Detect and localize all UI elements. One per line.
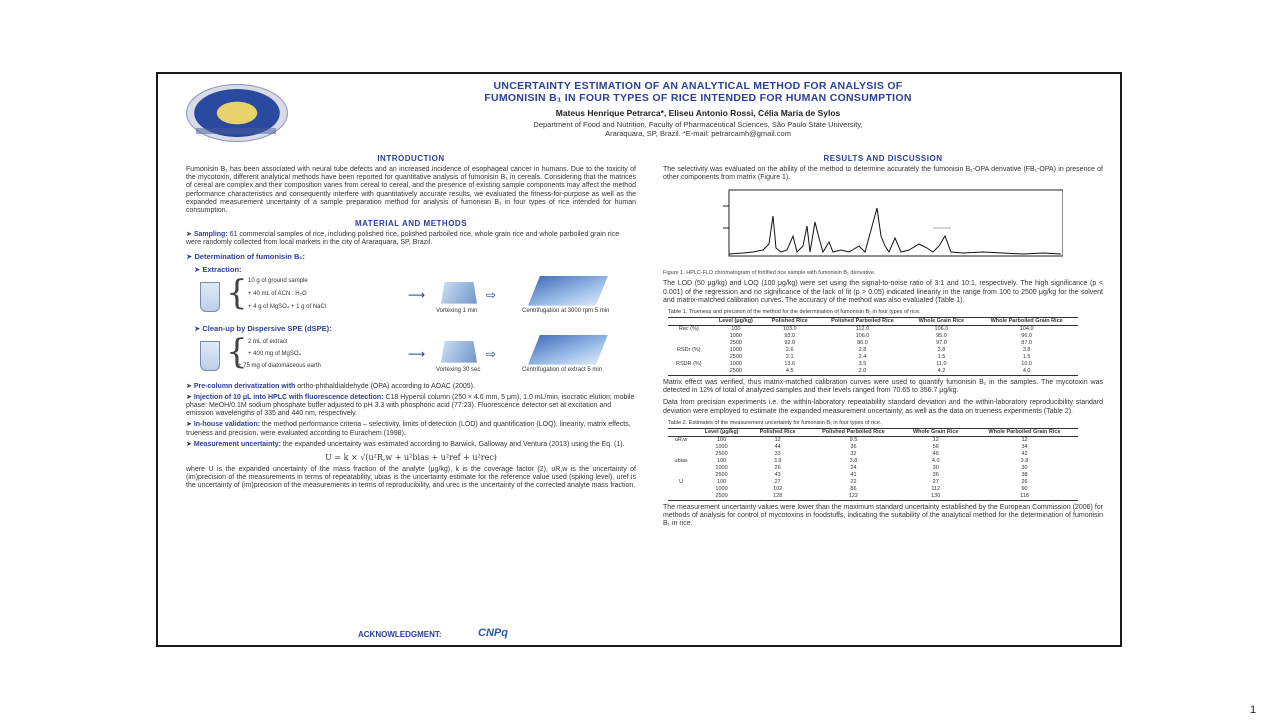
table1-cell: 2.1 (785, 354, 794, 361)
extraction-result-2: Centrifugation at 3000 rpm 5 min (522, 307, 610, 314)
chromatogram-plot (683, 186, 1063, 268)
uncertainty-formula: U = k × √(u²R,w + u²bias + u²ref + u²rec) (325, 453, 497, 463)
table2-header-cell: Whole Parboiled Grain Rice (988, 428, 1061, 435)
table2-cell: 36 (932, 471, 939, 478)
table1-row (668, 361, 1078, 368)
table1-cell: 2500 (729, 368, 742, 375)
affiliation-line-1: Department of Food and Nutrition, Faculty of Pharmaceutical Sciences, São Paulo State University, (533, 120, 863, 129)
table2-cell (668, 486, 694, 493)
table2-cell: 42 (1021, 450, 1028, 457)
poster-title (298, 80, 1098, 104)
centrifuge-icon (528, 335, 608, 365)
table1-cell: Rec (%) (678, 326, 699, 333)
table1-cell: 3.8 (1022, 347, 1031, 354)
table1-cell: RSDr (%) (677, 347, 701, 354)
table2-cell: 100 (716, 478, 727, 485)
table2-cell: 128 (773, 492, 783, 499)
table2-cell: 100 (716, 457, 727, 464)
table2-cell: 22 (850, 478, 857, 485)
table1-cell: 2.8 (858, 347, 867, 354)
table1-cell: 93.0 (784, 333, 796, 340)
table2-cell (668, 451, 694, 458)
poster-header (158, 74, 1120, 152)
lod-text: The LOD (50 μg/kg) and LOQ (100 μg/kg) were set using the signal-to-noise ratio of 3:1 and 10:1, respectively. The high significance (p < 0.001) of the regression and no significance of the lack of fit (p > 0.05) indicated linearity in the range from 100 to 2500 μg/kg for the solvent and matrix-matched calibration curves. The accuracy of the method was also evaluated (Table 1). (663, 280, 1103, 304)
table2-caption: Table 2. Estimates of the measurement uncertainty for fumonisin B₁ in four types of rice. (668, 419, 882, 426)
table1-cell: 11.0 (936, 361, 947, 368)
table1-cell (668, 340, 710, 347)
where-text: where U is the expanded uncertainty of the mass fraction of the analyte (μg/kg), k is the coverage factor (2), uR,w is the uncertainty of (im)precision of the measurements in terms of repeatability, ubias is the uncertainty estimate for the reference value used (spiking level), uref is the uncertainty of (im)precision of the measurements in terms of reproducibility, and urec is the uncertainty of the corrected analyte mass fraction. (186, 466, 636, 490)
methods-heading: MATERIAL AND METHODS (354, 219, 468, 229)
cleanup-step-2: + 400 mg of MgSO₄ (248, 350, 301, 357)
extraction-result-1: Vortexing 1 min (436, 307, 478, 314)
table2-cell (668, 472, 694, 479)
table1-cell: 3.5 (858, 361, 867, 368)
table1-cell: 1.5 (937, 354, 946, 361)
table2-cell: 3.8 (1020, 457, 1029, 464)
seal-caption (196, 128, 276, 134)
table1-cell: 92.0 (784, 340, 796, 347)
table2-cell: 33 (774, 450, 781, 457)
table2-row (668, 458, 1078, 465)
table2-cell: 34 (1021, 443, 1028, 450)
cleanup-step-3: + 75 mg of diatomaceous earth (238, 362, 321, 369)
table2-cell (668, 465, 694, 472)
table2-cell: 3.8 (849, 457, 858, 464)
table1-cell: 2.4 (858, 354, 867, 361)
table1-row (668, 333, 1078, 340)
cleanup-label: Clean-up by Dispersive SPE (dSPE): (202, 323, 332, 333)
affiliation-line-2: Araraquara, SP, Brazil. *E-mail: petrarcamh@gmail.com (605, 129, 791, 138)
title-line-1: UNCERTAINTY ESTIMATION OF AN ANALYTICAL METHOD FOR ANALYSIS OF (493, 80, 903, 92)
table2-cell: 27 (932, 478, 939, 485)
title-line-2: FUMONISIN B₁ IN FOUR TYPES OF RICE INTENDED FOR HUMAN CONSUMPTION (484, 92, 912, 104)
uncertainty-item: ➤ Measurement uncertainty: the expanded uncertainty was estimated according to Barwick, Galloway and Ventura (2013) using the Eq. (1). (186, 440, 625, 448)
determination-label: Determination of fumonisin B₁: (194, 251, 305, 261)
table2-cell: ubias (674, 457, 688, 464)
table1-cell: 4.0 (1022, 368, 1031, 375)
table1-cell: 86.0 (857, 340, 868, 347)
table2-cell: 56 (932, 443, 939, 450)
authors: Mateus Henrique Petrarca*, Eliseu Antonio Rossi, Célia Maria de Sylos (555, 108, 841, 118)
table2-cell: 100 (716, 436, 727, 443)
table1-cell: 4.5 (785, 368, 794, 375)
table1-cell: 112.0 (855, 326, 870, 333)
table2-cell: 27 (774, 478, 781, 485)
table2-cell (668, 444, 694, 451)
table2-cell: 12 (774, 436, 781, 443)
table2-cell: 86 (850, 485, 857, 492)
table2-cell: 1000 (715, 443, 728, 450)
table1-header-cell: Level (μg/kg) (718, 318, 753, 325)
table2-cell: 90 (1021, 485, 1028, 492)
table1-cell: 87.0 (1021, 340, 1032, 347)
table1-cell (668, 368, 710, 376)
chromatogram-figure (683, 186, 1063, 268)
table1-cell: 104.0 (1019, 326, 1034, 333)
inhouse-text: the method performance criteria – selectivity, limits of detection (LOD) and quantification (LOQ), linearity, matrix effects, trueness and precision, were evaluated according to Eurachem (1998). (186, 421, 631, 437)
table1-header-cell: Whole Parboiled Grain Rice (990, 318, 1063, 325)
sample-tube-icon (200, 282, 220, 312)
table2-row (668, 486, 1078, 493)
matrix-text: Matrix effect was verified, thus matrix-matched calibration curves were used to quantify fumonisin B₁ in the samples. The mycotoxin was detected in 12% of total of analyzed samples and their levels ranged from 70.65 to 356.7 μg/kg. (663, 379, 1103, 395)
arrow-icon: ⟶ (408, 346, 426, 361)
table2-cell: 9.5 (849, 436, 858, 443)
trueness-table (668, 317, 1078, 376)
left-column (186, 154, 636, 495)
table2-cell: 30 (1021, 464, 1028, 471)
table2-cell: 2500 (715, 450, 728, 457)
arrow-icon: ⇨ (486, 346, 497, 361)
table1-cell: 2500 (729, 340, 742, 347)
determination-heading: ➤ Determination of fumonisin B₁: (186, 251, 305, 261)
extraction-label: Extraction: (202, 264, 242, 274)
table2-header-cell (668, 428, 694, 436)
table2-cell: 43 (774, 471, 781, 478)
table2-cell: 130 (931, 492, 941, 499)
centrifuge-icon (528, 276, 608, 306)
uncertainty-label: Measurement uncertainty: (193, 440, 281, 448)
acknowledgment-heading: ACKNOWLEDGMENT: (358, 630, 442, 639)
table1-cell: 2500 (729, 354, 742, 361)
cleanup-result-1: Vortexing 30 sec (436, 366, 481, 373)
brace-icon: { (226, 272, 248, 313)
conclusion-text: The measurement uncertainty values were lower than the maximum standard uncertainty established by the European Commission (2006) for methods of analysis for control of mycotoxins in foodstuffs, indicating the suitability of the analytical method for the determination of fumonisin B₁ in rice. (663, 503, 1103, 528)
table1-caption: Table 1. Trueness and precision of the method for the determination of fumonisin B₁ in four types of rice. (668, 309, 921, 316)
precolumn-label: Pre-column derivatization with (193, 382, 296, 390)
selectivity-text: The selectivity was evaluated on the ability of the method to determine accurately the fumonisin B₁-OPA derivative (FB₁-OPA) in presence of other components from matrix (Figure 1). (663, 166, 1103, 182)
cleanup-heading: ➤ Clean-up by Dispersive SPE (dSPE): (194, 323, 332, 333)
extract-tube-icon (200, 341, 220, 371)
brace-icon: { (226, 331, 248, 372)
introduction-text: Fumonisin B₁ has been associated with neural tube defects and an increased incidence of esophageal cancer in humans. Due to the toxicity of the mycotoxin, different analytical methods have been reported for quantitative analysis of fumonisin B₁ in cereals. Considering that the matrices of cereal are complex and their composition varies from cereal to cereal, and the presence of existing sample components may affect the method performance characteristics and consequently interfere with quantitatively accurate results, we evaluated the fitness-for-purpose as well as the expanded measurement uncertainty of a sample preparation method for analysis of fumonisin B₁ in four types of rice intended for human consumption. (186, 166, 636, 215)
table1-cell: 1000 (729, 347, 742, 354)
injection-text: C18 Hypersil column (250 × 4.6 mm, 5 μm), 1.0 mL/min, isocratic elution; mobile phase: MeOH/0.1M sodium phosphate buffer adjusted to pH 3.3 with phosphoric acid (77:23). Fluorescence detector set at excitation and emission wavelengths of 335 and 440 nm, respectively. (186, 393, 635, 418)
extraction-step-1: 10 g of ground sample (248, 277, 308, 284)
table2-cell: 12 (1021, 436, 1028, 443)
introduction-heading: INTRODUCTION (377, 154, 445, 163)
table1-cell: 1000 (729, 333, 742, 340)
table1-cell: 1000 (729, 361, 742, 368)
table1-cell: 13.6 (784, 361, 796, 368)
page-number: 1 (1250, 704, 1257, 716)
poster (156, 72, 1122, 647)
vortex-icon (441, 341, 477, 363)
arrow-icon: ⟶ (408, 287, 426, 302)
extraction-step-3: + 4 g of MgSO₄ + 1 g of NaCl (248, 303, 327, 310)
table2-cell: 26 (1021, 478, 1028, 485)
sampling-text: 61 commercial samples of rice, including polished rice, polished parboiled rice, whole grain rice and whole parboiled grain rice were randomly collected from local markets in the city of Araraquara, SP, Brazil. (186, 231, 620, 247)
table2-cell: 46 (932, 450, 939, 457)
precolumn-item: ➤ Pre-column derivatization with ortho-phthaldialdehyde (OPA) according to AOAC (2005). (186, 382, 475, 390)
table2-cell: 30 (932, 464, 939, 471)
table2-row (668, 493, 1078, 501)
table2-cell: U (679, 478, 684, 485)
table2-header-cell: Whole Grain Rice (912, 428, 959, 435)
table2-cell: 1000 (715, 464, 728, 471)
cleanup-result-2: Centrifugation of extract 5 min (522, 366, 603, 373)
cleanup-step-1: 2 mL of extract (248, 338, 288, 345)
results-heading: RESULTS AND DISCUSSION (823, 154, 943, 163)
table1-cell: 2.0 (858, 368, 867, 375)
sampling-item: ➤ Sampling: 61 commercial samples of rice, including polished rice, polished parboiled rice, whole grain rice and whole parboiled grain rice were randomly collected from local markets in the city of Araraquara, SP, Brazil. (186, 231, 620, 247)
table2-cell: 36 (850, 443, 857, 450)
table2-cell: 122 (848, 492, 859, 499)
table2-header-cell: Level (μg/kg) (704, 428, 739, 435)
table1-header-cell: Whole Grain Rice (918, 318, 965, 325)
table1-header-cell: Polished Parboiled Rice (831, 318, 894, 325)
table1-cell: 97.0 (936, 340, 947, 347)
table2-row (668, 479, 1078, 486)
cleanup-diagram (186, 331, 636, 379)
table1-cell: 4.2 (937, 368, 946, 375)
uncertainty-text: the expanded uncertainty was estimated according to Barwick, Galloway and Ventura (2013) using the Eq. (1). (280, 440, 625, 448)
table2-row (668, 451, 1078, 458)
table1-row (668, 347, 1078, 354)
table2-row (668, 436, 1078, 444)
cnpq-logo: CNPq (478, 627, 508, 639)
table2-cell: 41 (850, 471, 857, 478)
table2-cell: uR,w (674, 436, 688, 443)
inhouse-item: ➤ In-house validation: the method performance criteria – selectivity, limits of detection (LOD) and quantification (LOQ), linearity, matrix effects, trueness and precision, were evaluated according to Eurachem (1998). (186, 421, 631, 437)
table1-cell: 95.0 (936, 333, 947, 340)
table2-header-cell: Polished Parboiled Rice (822, 428, 885, 435)
uncertainty-table (668, 428, 1078, 501)
table1-cell: 1.5 (1022, 354, 1031, 361)
table1-cell: 3.8 (937, 347, 946, 354)
table2-cell: 3.9 (773, 457, 782, 464)
table2-cell: 12 (932, 436, 939, 443)
table2-cell: 2500 (715, 492, 728, 499)
table2-cell: 112 (931, 485, 941, 492)
right-column (663, 154, 1103, 532)
table2-cell: 118 (1020, 492, 1029, 499)
table2-cell (668, 493, 694, 501)
table1-cell (668, 354, 710, 361)
table1-cell: RSDR (%) (675, 361, 702, 368)
figure-caption: Figure 1. HPLC-FLD chromatogram of fortified rice sample with fumonisin B₁ derivative. (663, 270, 876, 277)
table2-cell: 38 (1021, 471, 1028, 478)
table2-cell: 102 (773, 485, 783, 492)
table1-cell (668, 333, 710, 340)
table2-cell: 4.0 (931, 457, 940, 464)
table2-header-cell: Polished Rice (759, 428, 796, 435)
table1-cell: 10.0 (1021, 361, 1032, 368)
precolumn-text: ortho-phthaldialdehyde (OPA) according to AOAC (2005). (295, 382, 475, 390)
extraction-heading: ➤ Extraction: (194, 264, 242, 274)
injection-label: Injection of 10 μL into HPLC with fluorescence detection: (193, 393, 384, 401)
table2-cell: 1000 (715, 485, 728, 492)
table1-header-cell (668, 318, 710, 326)
table1-cell: 103.0 (782, 326, 797, 333)
table1-row (668, 368, 1078, 376)
table2-cell: 26 (774, 464, 781, 471)
table1-row (668, 354, 1078, 361)
table2-cell: 24 (850, 464, 857, 471)
uncertainty-results-text: Data from precision experiments i.e. the within-laboratory repeatability standard deviation and the within-laboratory reproducibility standard deviation were employed to estimate the expanded measurement uncertainty, as well as the data on trueness experiments (Table 2). (663, 399, 1103, 415)
extraction-step-2: + 40 mL of ACN : H₂O (248, 290, 307, 297)
table2-row (668, 465, 1078, 472)
table2-cell: 44 (774, 443, 781, 450)
table1-cell: 106.0 (855, 333, 870, 340)
table1-header-cell: Polished Rice (771, 318, 808, 325)
table2-row (668, 444, 1078, 451)
table2-cell: 2500 (715, 471, 728, 478)
affiliation (298, 120, 1098, 138)
table2-cell: 32 (850, 450, 857, 457)
table1-cell: 2.6 (785, 347, 794, 354)
extraction-diagram (186, 272, 636, 320)
arrow-icon: ⇨ (486, 287, 497, 302)
table2-row (668, 472, 1078, 479)
table1-cell: 106.0 (934, 326, 949, 333)
injection-item: ➤ Injection of 10 μL into HPLC with fluorescence detection: C18 Hypersil column (250 × 4.6 mm, 5 μm), 1.0 mL/min, isocratic elution; mobile phase: MeOH/0.1M sodium phosphate buffer adjusted to pH 3.3 with phosphoric acid (77:23). Fluorescence detector set at excitation and emission wavelengths of 335 and 440 nm, respectively. (186, 393, 635, 418)
vortex-icon (441, 282, 477, 304)
table1-row (668, 326, 1078, 334)
table1-cell: 96.0 (1021, 333, 1032, 340)
table1-row (668, 340, 1078, 347)
table1-cell: 100 (731, 326, 741, 333)
inhouse-label: In-house validation: (193, 421, 260, 429)
sampling-label: Sampling: (193, 231, 228, 239)
